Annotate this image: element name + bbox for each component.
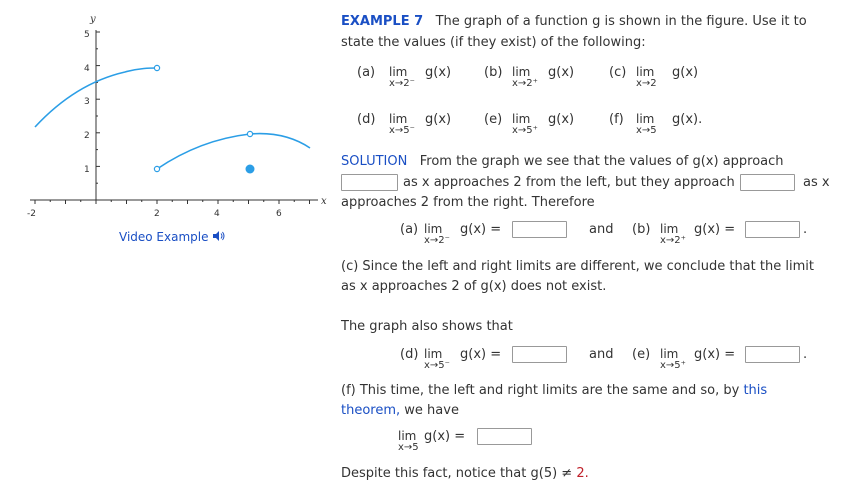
part-f-limit: lim x→5 bbox=[636, 112, 657, 136]
y-tick-4: 4 bbox=[84, 64, 90, 74]
answer-f-input[interactable] bbox=[477, 428, 532, 445]
answer-e-input[interactable] bbox=[745, 346, 800, 363]
sol-a-limit: lim x→2⁻ bbox=[424, 222, 450, 246]
part-c-limit: lim x→2 bbox=[636, 65, 657, 89]
part-d-fn: g(x) bbox=[425, 112, 452, 127]
sol-a-fn: g(x) = bbox=[460, 222, 502, 237]
part-c-tag: (c) bbox=[609, 65, 627, 80]
part-d-tag: (d) bbox=[357, 112, 376, 127]
solution-line1 bbox=[341, 154, 784, 169]
theorem-link[interactable]: theorem, bbox=[341, 403, 401, 418]
answer-d-input[interactable] bbox=[512, 346, 567, 363]
solution-line2: as x approaches 2 from the left, but they approach bbox=[403, 175, 735, 190]
part-e-fn: g(x) bbox=[548, 112, 575, 127]
despite-line bbox=[341, 466, 589, 481]
y-tick-2: 2 bbox=[84, 131, 90, 141]
video-example-link[interactable] bbox=[119, 230, 226, 244]
part-d-limit: lim x→5⁻ bbox=[389, 112, 415, 136]
part-b-limit: lim x→2⁺ bbox=[512, 65, 538, 89]
sol-f-fn: g(x) = bbox=[424, 429, 466, 444]
sol-c-line1: (c) Since the left and right limits are different, we conclude that the limit bbox=[341, 259, 814, 274]
sol-e-fn: g(x) = bbox=[694, 347, 736, 362]
x-tick-neg2: -2 bbox=[27, 209, 36, 219]
x-tick-2: 2 bbox=[154, 209, 160, 219]
part-f-tag: (f) bbox=[609, 112, 624, 127]
period-e: . bbox=[803, 347, 808, 362]
video-example-label: Video Example bbox=[119, 230, 209, 244]
answer-left-approach-input[interactable] bbox=[341, 174, 398, 191]
example-intro-2: state the values (if they exist) of the following: bbox=[341, 35, 646, 50]
sol-f-line1-text: (f) This time, the left and right limits are the same and so, by bbox=[341, 383, 740, 398]
and-1: and bbox=[589, 222, 614, 237]
sol-b-limit: lim x→2⁺ bbox=[660, 222, 686, 246]
sol-f-limit: lim x→5 bbox=[398, 429, 419, 453]
solution-line2-end: as x bbox=[803, 175, 830, 190]
part-a-tag: (a) bbox=[357, 65, 376, 80]
part-b-fn: g(x) bbox=[548, 65, 575, 80]
sol-f-line2 bbox=[341, 403, 459, 418]
curve-right bbox=[157, 134, 310, 169]
part-e-tag: (e) bbox=[484, 112, 503, 127]
part-e-limit: lim x→5⁺ bbox=[512, 112, 538, 136]
despite-value: 2. bbox=[576, 466, 589, 481]
open-point-5-2 bbox=[247, 131, 252, 136]
y-tick-5: 5 bbox=[84, 30, 90, 40]
part-b-tag: (b) bbox=[484, 65, 503, 80]
sol-b-tag: (b) bbox=[632, 222, 651, 237]
and-2: and bbox=[589, 347, 614, 362]
example-heading: EXAMPLE 7 bbox=[341, 14, 424, 29]
period-b: . bbox=[803, 222, 808, 237]
filled-point-5-1 bbox=[246, 165, 255, 174]
sol-f-line1 bbox=[341, 383, 767, 398]
sol-e-limit: lim x→5⁺ bbox=[660, 347, 686, 371]
x-tick-4: 4 bbox=[214, 209, 220, 219]
sol-a-tag: (a) bbox=[400, 222, 419, 237]
this-link[interactable]: this bbox=[743, 383, 768, 398]
part-a-fn: g(x) bbox=[425, 65, 452, 80]
despite-text: Despite this fact, notice that g(5) ≠ bbox=[341, 466, 573, 481]
y-tick-1: 1 bbox=[84, 165, 90, 175]
function-graph bbox=[0, 0, 335, 260]
solution-line1-text: From the graph we see that the values of g(x) approach bbox=[419, 154, 784, 169]
answer-a-input[interactable] bbox=[512, 221, 567, 238]
part-a-limit: lim x→2⁻ bbox=[389, 65, 415, 89]
example-intro-line1 bbox=[341, 14, 807, 29]
sol-d-limit: lim x→5⁻ bbox=[424, 347, 450, 371]
graph-also-shows: The graph also shows that bbox=[341, 319, 513, 334]
y-axis-label: y bbox=[90, 14, 96, 25]
answer-b-input[interactable] bbox=[745, 221, 800, 238]
sol-c-line2: as x approaches 2 of g(x) does not exist. bbox=[341, 279, 607, 294]
y-tick-3: 3 bbox=[84, 97, 90, 107]
part-c-fn: g(x) bbox=[672, 65, 699, 80]
part-f-fn: g(x). bbox=[672, 112, 703, 127]
sol-f-line2-text: we have bbox=[404, 403, 459, 418]
sol-b-fn: g(x) = bbox=[694, 222, 736, 237]
solution-line3: approaches 2 from the right. Therefore bbox=[341, 195, 595, 210]
sol-e-tag: (e) bbox=[632, 347, 651, 362]
open-point-2-4 bbox=[154, 65, 159, 70]
answer-right-approach-input[interactable] bbox=[740, 174, 795, 191]
x-tick-6: 6 bbox=[276, 209, 282, 219]
sol-d-tag: (d) bbox=[400, 347, 419, 362]
sol-d-fn: g(x) = bbox=[460, 347, 502, 362]
example-intro-1: The graph of a function g is shown in the figure. Use it to bbox=[435, 14, 807, 29]
speaker-icon bbox=[212, 230, 226, 242]
solution-heading: SOLUTION bbox=[341, 154, 408, 169]
open-point-2-1 bbox=[154, 166, 159, 171]
x-axis-label: x bbox=[321, 196, 327, 207]
